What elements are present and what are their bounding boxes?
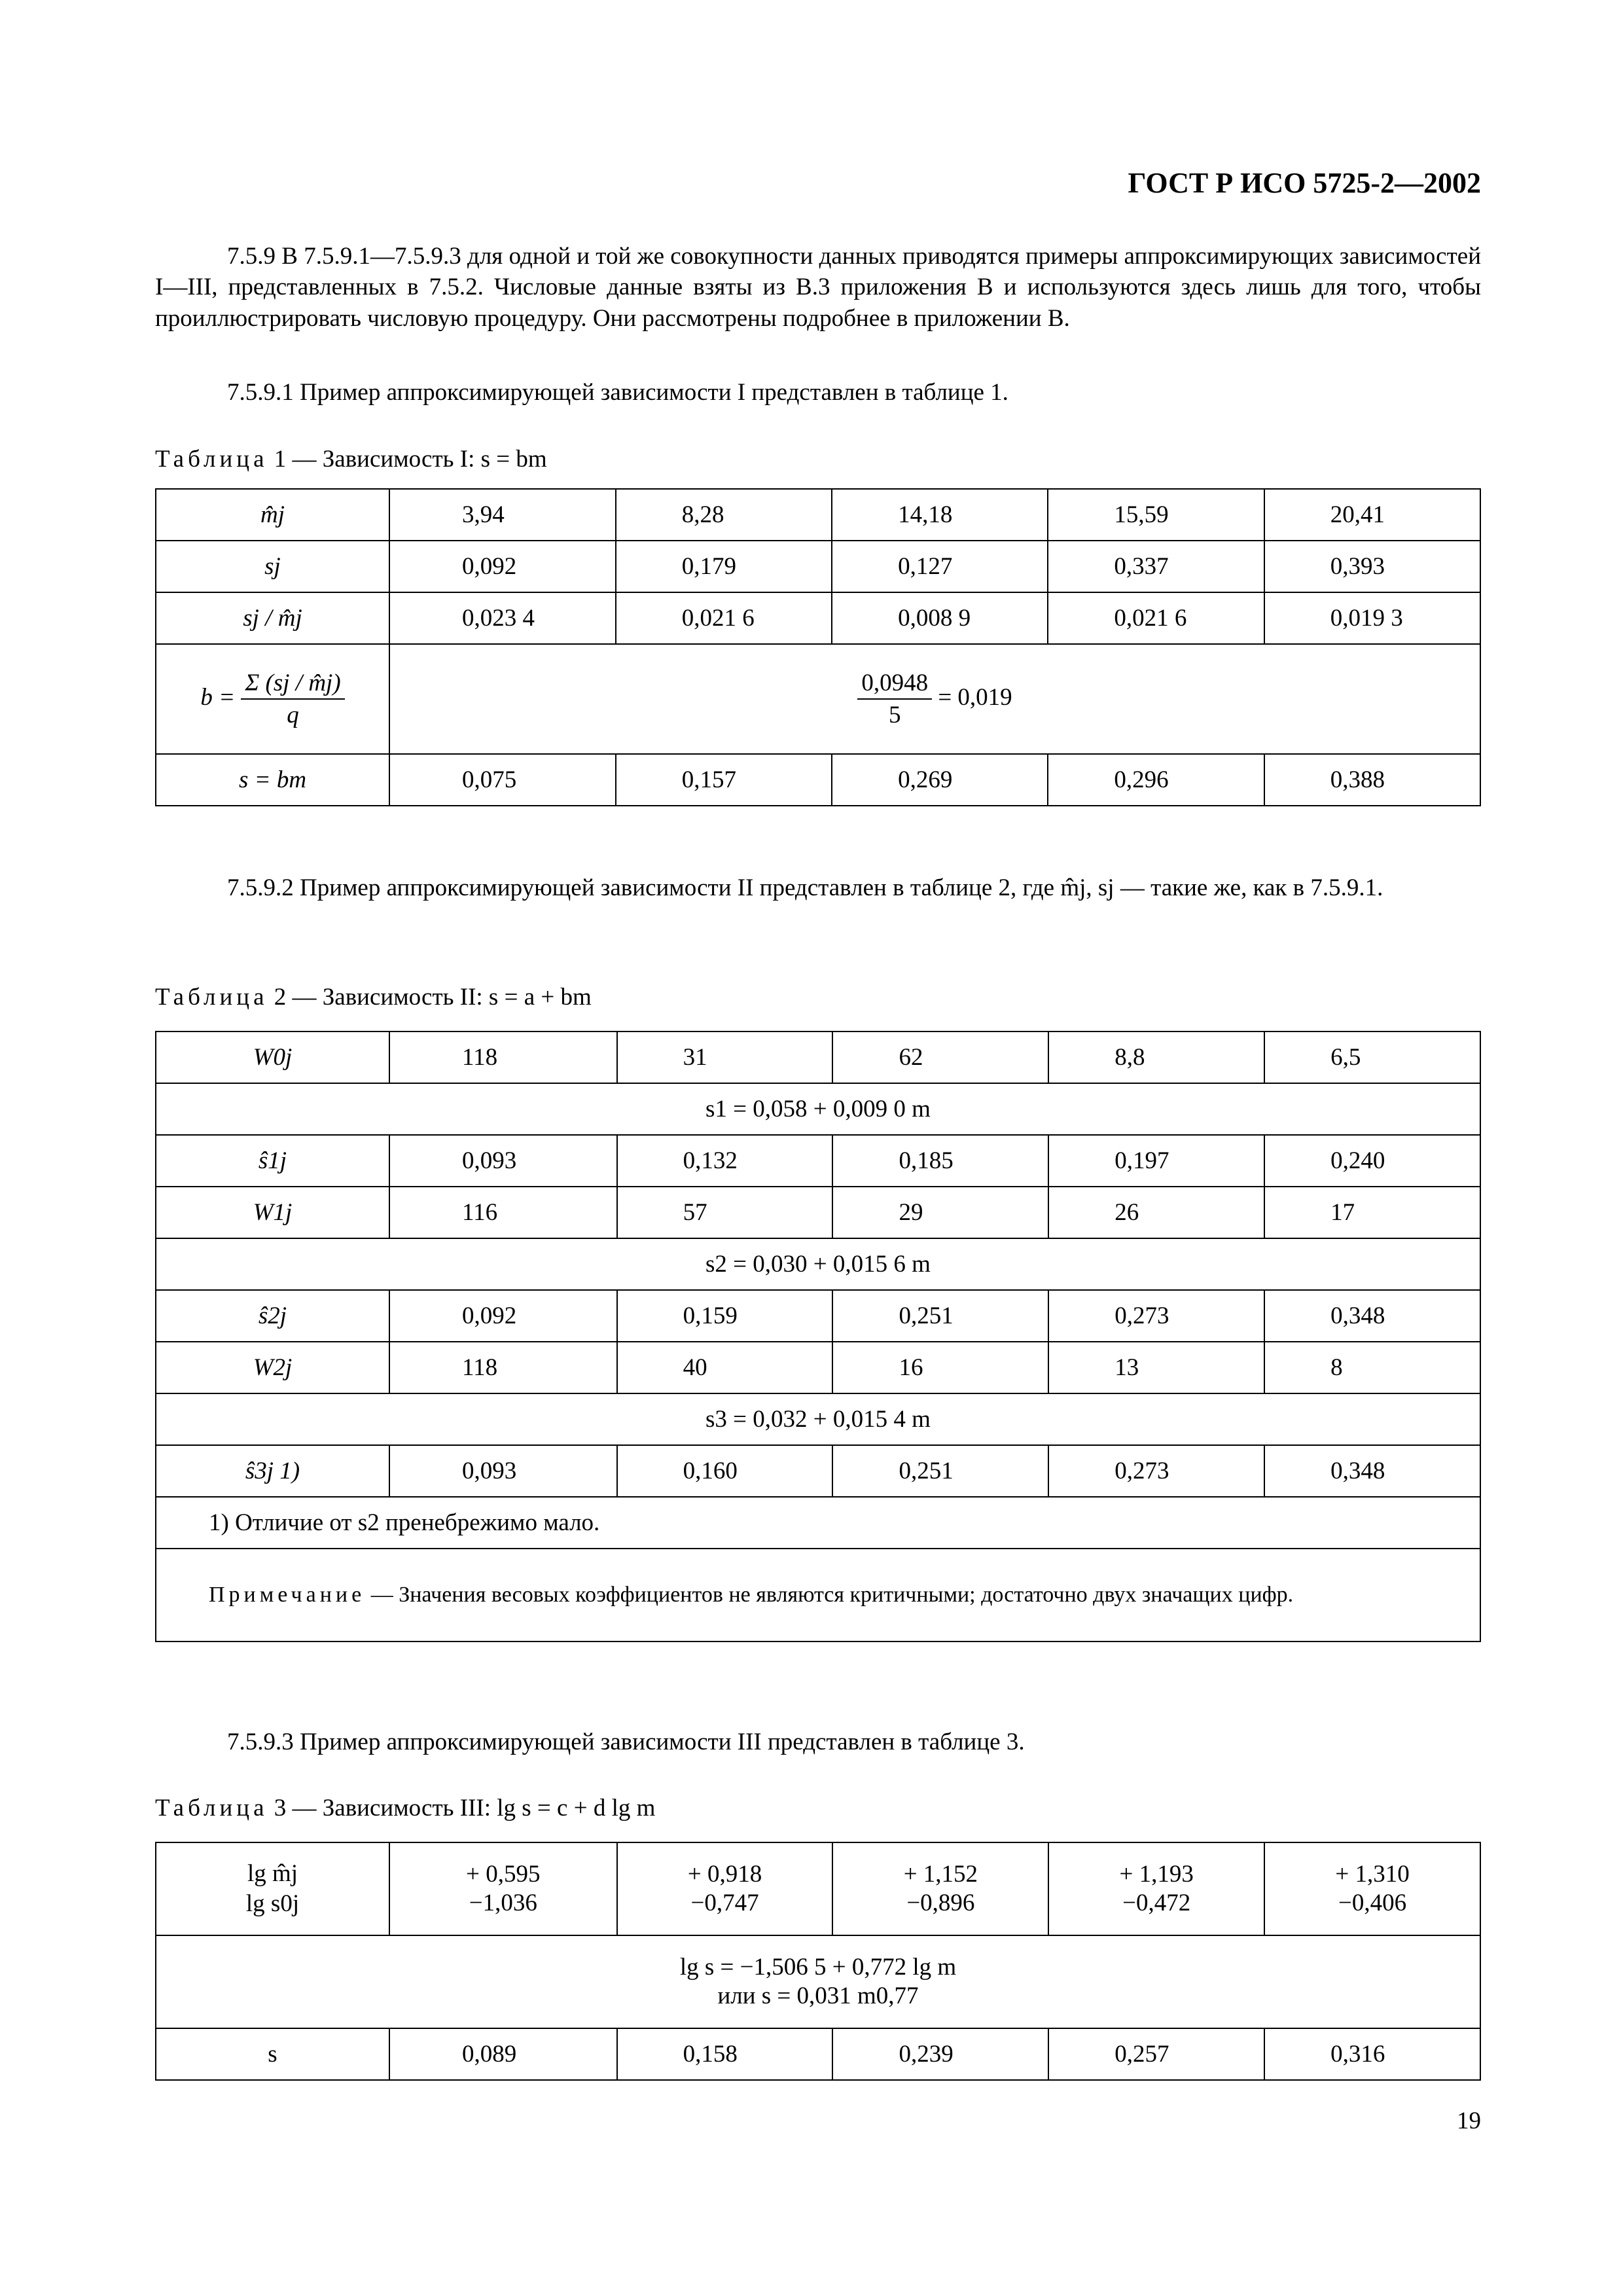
b-label-fraction bbox=[241, 668, 344, 731]
table-cell: 13 bbox=[1048, 1342, 1264, 1393]
table1-caption bbox=[155, 444, 547, 475]
table2-row-label: ŝ3j 1) bbox=[156, 1445, 389, 1497]
table-cell: 0,179 bbox=[616, 541, 832, 592]
table-cell: 0,296 bbox=[1048, 754, 1264, 806]
table3-caption bbox=[155, 1793, 655, 1823]
table-row bbox=[156, 1083, 1480, 1135]
table-cell: 0,273 bbox=[1048, 1290, 1264, 1342]
b-label-numerator: Σ (sj / m̂j) bbox=[241, 668, 344, 700]
table-row bbox=[156, 2028, 1480, 2080]
b-value-numerator: 0,0948 bbox=[857, 668, 932, 700]
table-cell bbox=[832, 1842, 1048, 1935]
lg-m-value: + 0,595 bbox=[466, 1860, 541, 1888]
document-header: ГОСТ Р ИСО 5725-2—2002 bbox=[1128, 167, 1481, 199]
b-formula-value bbox=[389, 644, 1480, 754]
table-cell: 118 bbox=[389, 1342, 617, 1393]
table-cell: 0,019 3 bbox=[1264, 592, 1480, 644]
table-cell: 8,8 bbox=[1048, 1031, 1264, 1083]
section-7593-paragraph bbox=[155, 1727, 1481, 1757]
table-row bbox=[156, 1290, 1480, 1342]
table-cell: 8,28 bbox=[616, 489, 832, 541]
table-cell: 0,316 bbox=[1264, 2028, 1480, 2080]
lg-s0-value: −0,472 bbox=[1122, 1890, 1191, 1916]
table-cell: 0,157 bbox=[616, 754, 832, 806]
table-row bbox=[156, 592, 1480, 644]
table1-caption-word: Таблица bbox=[155, 446, 268, 473]
table-cell: 0,388 bbox=[1264, 754, 1480, 806]
table-row bbox=[156, 1497, 1480, 1549]
table2-row-label: ŝ2j bbox=[156, 1290, 389, 1342]
table-row bbox=[156, 541, 1480, 592]
table-cell: 0,092 bbox=[389, 1290, 617, 1342]
table3-equation bbox=[156, 1935, 1480, 2028]
table3-row-label bbox=[156, 1842, 389, 1935]
table2-row-label: W2j bbox=[156, 1342, 389, 1393]
section-7592-text: 7.5.9.2 Пример аппроксимирующей зависимости II представлен в таблице 2, где m̂j, sj — такие же, как в 7.5.9.1. bbox=[227, 874, 1383, 901]
table-cell: 0,239 bbox=[832, 2028, 1048, 2080]
table-cell: 0,240 bbox=[1264, 1135, 1480, 1187]
b-value-fraction bbox=[857, 668, 932, 731]
table-cell: 0,251 bbox=[832, 1290, 1048, 1342]
b-formula-label bbox=[156, 644, 389, 754]
table-cell: 0,273 bbox=[1048, 1445, 1264, 1497]
table1-row-label: sj bbox=[156, 541, 389, 592]
table-cell: 62 bbox=[832, 1031, 1048, 1083]
table-cell: 0,021 6 bbox=[616, 592, 832, 644]
table-row bbox=[156, 644, 1480, 754]
section-7591-text: 7.5.9.1 Пример аппроксимирующей зависимости I представлен в таблице 1. bbox=[227, 379, 1008, 406]
table-cell: 0,348 bbox=[1264, 1445, 1480, 1497]
table-cell bbox=[1048, 1842, 1264, 1935]
table-row bbox=[156, 1238, 1480, 1290]
table-cell: 0,093 bbox=[389, 1135, 617, 1187]
b-value-denominator: 5 bbox=[888, 702, 901, 728]
section-7592-paragraph bbox=[155, 870, 1481, 906]
lg-m-value: + 0,918 bbox=[687, 1860, 762, 1888]
b-label-denominator: q bbox=[287, 702, 299, 728]
table-cell: 0,127 bbox=[832, 541, 1048, 592]
table2-footnote: 1) Отличие от s2 пренебрежимо мало. bbox=[156, 1497, 1480, 1549]
lg-m-label: lg m̂j bbox=[247, 1859, 298, 1887]
table3 bbox=[155, 1842, 1481, 2081]
lg-s0-value: −0,896 bbox=[906, 1890, 975, 1916]
table-cell bbox=[617, 1842, 833, 1935]
note-text: — Значения весовых коэффициентов не являются критичными; достаточно двух значащих цифр. bbox=[370, 1583, 1294, 1607]
equation-s-power: или s = 0,031 m0,77 bbox=[717, 1982, 919, 2009]
table-cell: 0,251 bbox=[832, 1445, 1048, 1497]
table-cell: 0,093 bbox=[389, 1445, 617, 1497]
table-cell: 0,337 bbox=[1048, 541, 1264, 592]
section-7591-paragraph bbox=[155, 377, 1481, 408]
table-cell: 0,257 bbox=[1048, 2028, 1264, 2080]
table2-row-label: W1j bbox=[156, 1187, 389, 1238]
lg-m-value: + 1,310 bbox=[1335, 1860, 1410, 1888]
table3-caption-text: 3 — Зависимость III: lg s = c + d lg m bbox=[274, 1795, 656, 1821]
table-cell: 0,269 bbox=[832, 754, 1048, 806]
table-row bbox=[156, 1031, 1480, 1083]
table1-row-label: s = bm bbox=[156, 754, 389, 806]
table-cell: 16 bbox=[832, 1342, 1048, 1393]
table2-caption bbox=[155, 982, 592, 1013]
note-label: Примечание bbox=[209, 1583, 366, 1607]
table1-row-label: sj / m̂j bbox=[156, 592, 389, 644]
table2-caption-text: 2 — Зависимость II: s = a + bm bbox=[274, 984, 592, 1011]
table2-row-label: W0j bbox=[156, 1031, 389, 1083]
table-cell: 0,159 bbox=[617, 1290, 833, 1342]
table-row bbox=[156, 1935, 1480, 2028]
table-cell: 0,393 bbox=[1264, 541, 1480, 592]
table-cell: 0,008 9 bbox=[832, 592, 1048, 644]
lg-m-value: + 1,193 bbox=[1119, 1860, 1194, 1888]
table2-caption-word: Таблица bbox=[155, 984, 268, 1011]
lg-m-value: + 1,152 bbox=[903, 1860, 978, 1888]
table-cell: 0,348 bbox=[1264, 1290, 1480, 1342]
table-cell: 57 bbox=[617, 1187, 833, 1238]
b-label-lhs: b = bbox=[200, 683, 236, 711]
table-cell: 20,41 bbox=[1264, 489, 1480, 541]
table-cell: 6,5 bbox=[1264, 1031, 1480, 1083]
table-cell bbox=[1264, 1842, 1480, 1935]
table-cell: 29 bbox=[832, 1187, 1048, 1238]
equation-s3: s3 = 0,032 + 0,015 4 m bbox=[156, 1393, 1480, 1445]
table-cell: 3,94 bbox=[389, 489, 616, 541]
table-cell: 40 bbox=[617, 1342, 833, 1393]
table-row bbox=[156, 1135, 1480, 1187]
table-row bbox=[156, 1393, 1480, 1445]
intro-paragraph-text: 7.5.9 В 7.5.9.1—7.5.9.3 для одной и той же совокупности данных приводятся примеры аппроксимирующих зависимостей I—III, представленных в 7.5.2. Числовые данные взяты из В.3 приложения В и используются здесь лишь для того, чтобы проиллюстрировать числовую процедуру. Они рассмотрены подробнее в приложении В. bbox=[155, 243, 1481, 332]
lg-s0-value: −1,036 bbox=[469, 1890, 537, 1916]
table2-row-label: ŝ1j bbox=[156, 1135, 389, 1187]
table-cell: 0,092 bbox=[389, 541, 616, 592]
table-cell: 0,197 bbox=[1048, 1135, 1264, 1187]
table-cell: 15,59 bbox=[1048, 489, 1264, 541]
table-cell: 0,023 4 bbox=[389, 592, 616, 644]
table3-caption-word: Таблица bbox=[155, 1795, 268, 1821]
table-cell: 0,185 bbox=[832, 1135, 1048, 1187]
table1-row-label: m̂j bbox=[156, 489, 389, 541]
table-cell: 26 bbox=[1048, 1187, 1264, 1238]
equation-s1: s1 = 0,058 + 0,009 0 m bbox=[156, 1083, 1480, 1135]
equation-lg-s: lg s = −1,506 5 + 0,772 lg m bbox=[679, 1953, 957, 1981]
table-row bbox=[156, 489, 1480, 541]
lg-s0-value: −0,747 bbox=[690, 1890, 759, 1916]
table-cell: 17 bbox=[1264, 1187, 1480, 1238]
table-cell: 116 bbox=[389, 1187, 617, 1238]
table2 bbox=[155, 1031, 1481, 1642]
page-number: 19 bbox=[1457, 2108, 1481, 2134]
table1 bbox=[155, 488, 1481, 806]
table-cell: 0,089 bbox=[389, 2028, 617, 2080]
table1-caption-text: 1 — Зависимость I: s = bm bbox=[274, 446, 547, 473]
table-cell: 0,132 bbox=[617, 1135, 833, 1187]
table3-row-label: s bbox=[156, 2028, 389, 2080]
table2-note bbox=[156, 1549, 1480, 1641]
table-cell: 14,18 bbox=[832, 489, 1048, 541]
table-row bbox=[156, 1342, 1480, 1393]
table-cell: 118 bbox=[389, 1031, 617, 1083]
intro-paragraph bbox=[155, 241, 1481, 334]
table-row bbox=[156, 1842, 1480, 1935]
table-cell: 0,158 bbox=[617, 2028, 833, 2080]
table-cell: 0,160 bbox=[617, 1445, 833, 1497]
table-cell: 0,021 6 bbox=[1048, 592, 1264, 644]
table-cell: 8 bbox=[1264, 1342, 1480, 1393]
table-row bbox=[156, 1549, 1480, 1641]
lg-s0-label: lg s0j bbox=[245, 1890, 300, 1917]
table-row bbox=[156, 754, 1480, 806]
lg-s0-value: −0,406 bbox=[1338, 1890, 1407, 1916]
b-value-result: = 0,019 bbox=[938, 683, 1012, 711]
section-7593-text: 7.5.9.3 Пример аппроксимирующей зависимости III представлен в таблице 3. bbox=[227, 1729, 1025, 1755]
table-cell bbox=[389, 1842, 617, 1935]
table-row bbox=[156, 1187, 1480, 1238]
equation-s2: s2 = 0,030 + 0,015 6 m bbox=[156, 1238, 1480, 1290]
table-cell: 0,075 bbox=[389, 754, 616, 806]
table-row bbox=[156, 1445, 1480, 1497]
table-cell: 31 bbox=[617, 1031, 833, 1083]
